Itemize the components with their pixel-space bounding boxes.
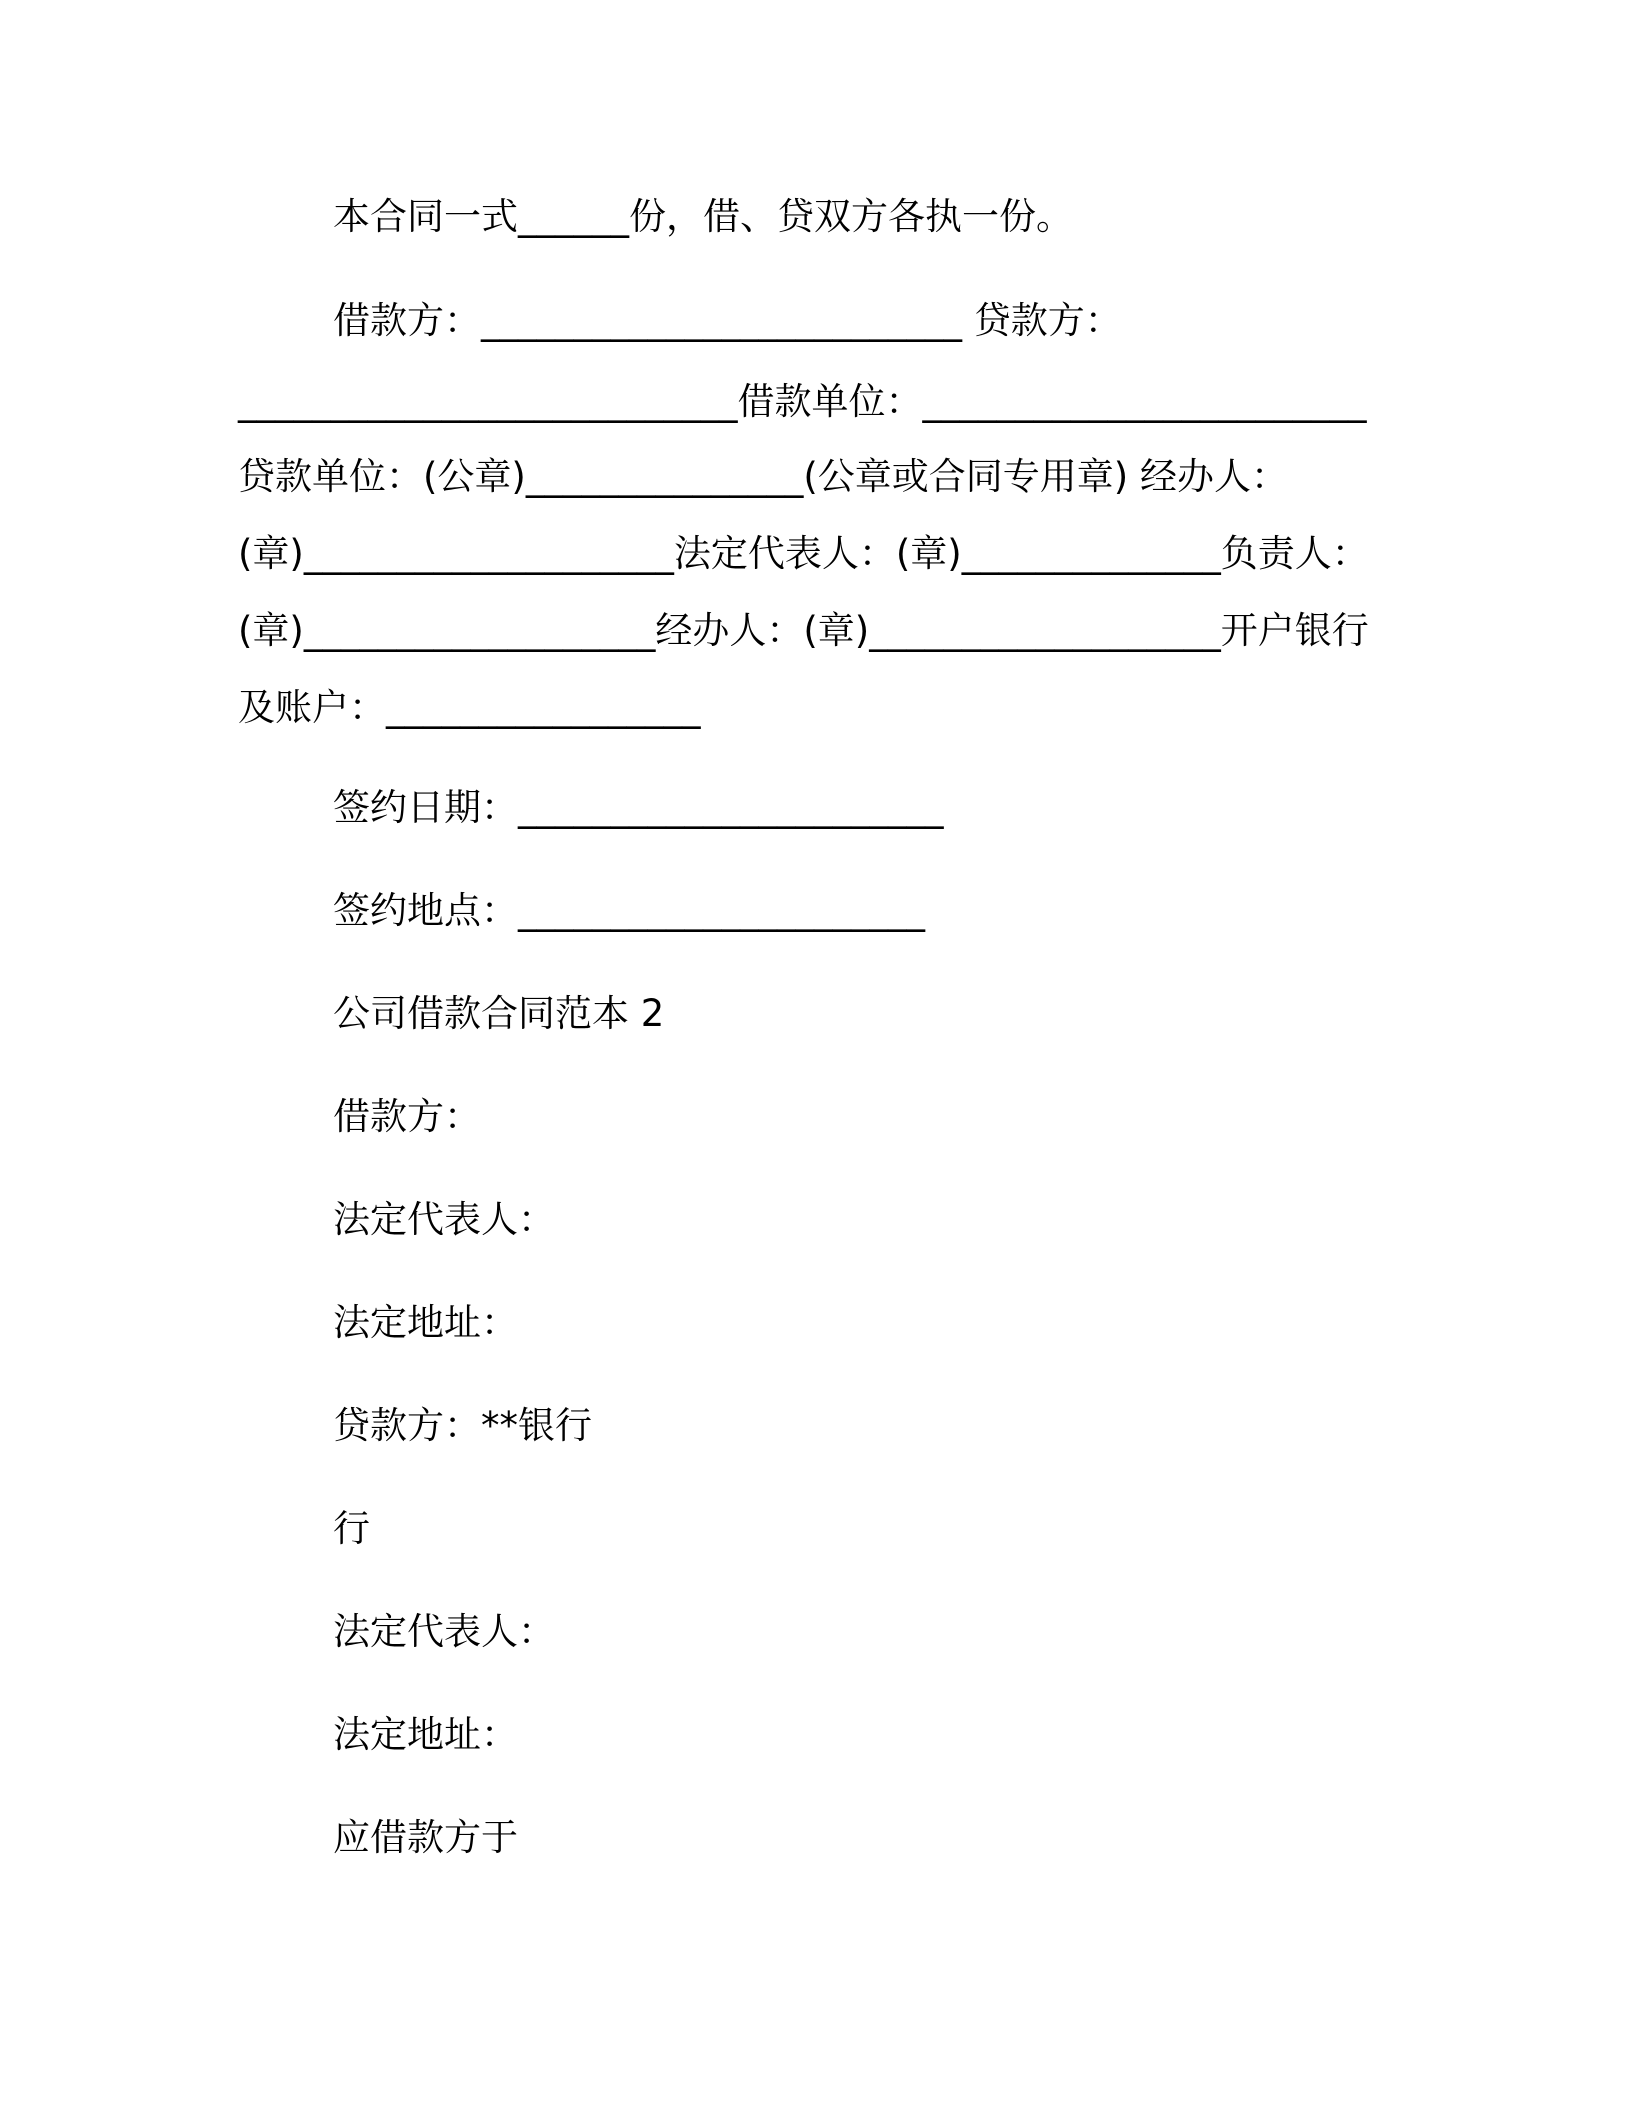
signing-place-line: 签约地点：______________________ (333, 889, 925, 932)
bank-branch-field: 行 (333, 1507, 370, 1550)
borrower-field: 借款方： (333, 1095, 481, 1138)
signing-date-line: 签约日期：_______________________ (333, 786, 944, 829)
account-line: 及账户：_________________ (238, 686, 701, 729)
borrower-legal-representative-field: 法定代表人： (333, 1198, 555, 1241)
lender-field: 贷款方：**银行 (333, 1404, 592, 1447)
section-heading: 公司借款合同范本 2 (333, 992, 665, 1035)
lender-legal-address-field: 法定地址： (333, 1713, 518, 1756)
borrower-unit-line: ___________________________借款单位：________________________ (238, 380, 1367, 423)
lender-unit-seal-line: 贷款单位：(公章)_______________(公章或合同专用章) 经办人： (238, 455, 1289, 498)
lender-legal-representative-field: 法定代表人： (333, 1610, 555, 1653)
borrower-legal-address-field: 法定地址： (333, 1301, 518, 1344)
handler-bank-line: (章)___________________经办人：(章)___________________开户银行 (238, 609, 1369, 652)
clause-start-line: 应借款方于 (333, 1816, 518, 1859)
legal-representative-line: (章)____________________法定代表人：(章)______________负责人： (238, 532, 1369, 575)
copies-clause: 本合同一式______份，借、贷双方各执一份。 (333, 195, 1073, 238)
borrower-lender-line: 借款方：__________________________ 贷款方： (333, 299, 1122, 342)
